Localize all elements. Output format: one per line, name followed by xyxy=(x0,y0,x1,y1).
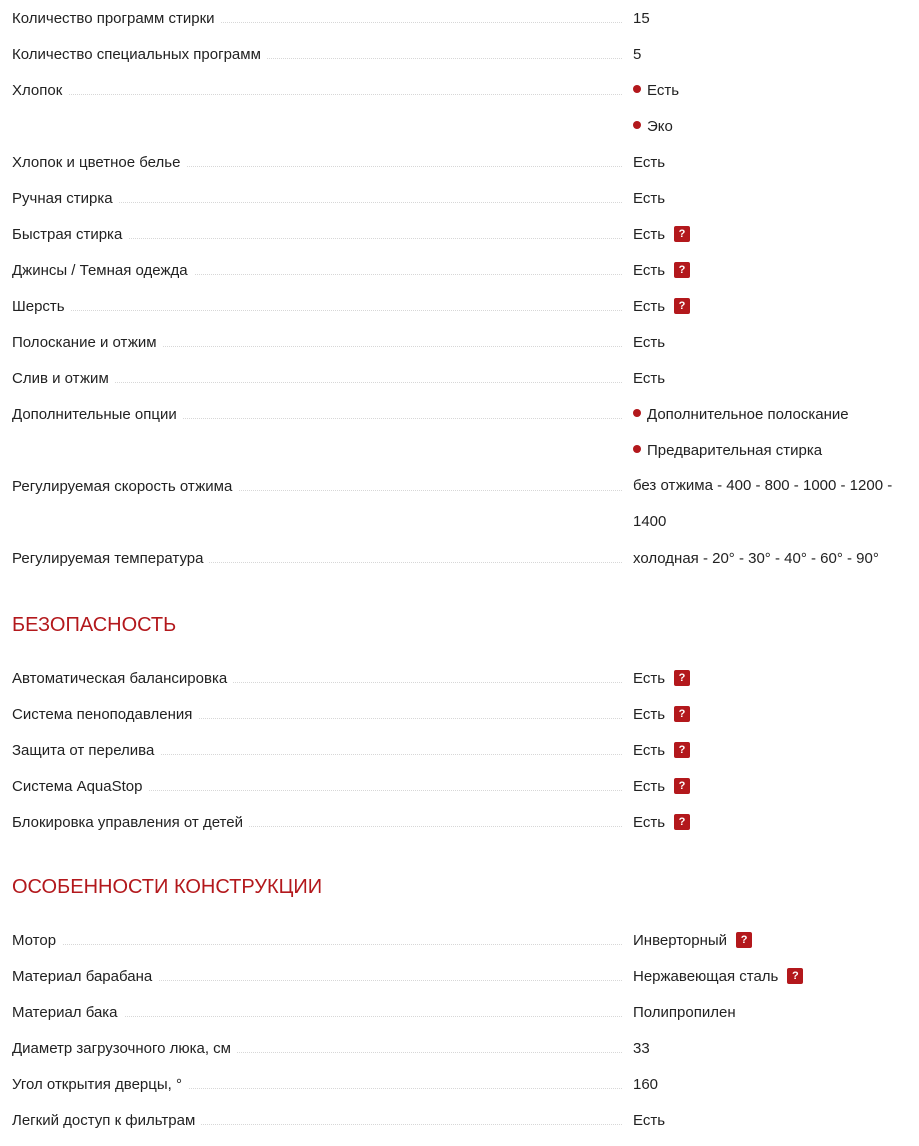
spec-value xyxy=(633,432,822,468)
spec-row xyxy=(0,732,919,768)
construction-spec-group xyxy=(0,922,919,1138)
spec-label-text: Количество специальных программ xyxy=(12,46,267,63)
spec-value-text: Есть xyxy=(633,669,666,687)
spec-label xyxy=(12,540,622,576)
spec-value-text: холодная - 20° - 30° - 40° - 60° - 90° xyxy=(633,549,879,567)
spec-value-text: Есть xyxy=(633,261,666,279)
spec-value-text: Есть xyxy=(633,1111,666,1129)
spec-value-text: Есть xyxy=(633,153,666,171)
spec-label xyxy=(12,804,622,840)
question-icon[interactable]: ? xyxy=(674,742,690,758)
question-icon[interactable]: ? xyxy=(674,670,690,686)
spec-row xyxy=(0,468,919,540)
spec-row xyxy=(0,958,919,994)
question-icon[interactable]: ? xyxy=(674,262,690,278)
spec-label xyxy=(12,252,622,288)
spec-value-text: 5 xyxy=(633,45,642,63)
spec-value xyxy=(633,216,690,252)
spec-value-text: Дополнительное полоскание xyxy=(647,405,849,423)
spec-value: без отжима - 400 - 800 - 1000 - 1200 - 1400 xyxy=(633,477,893,530)
spec-row xyxy=(0,216,919,252)
spec-value xyxy=(633,36,641,72)
spec-value xyxy=(633,0,650,36)
spec-value-text: Нержавеющая сталь xyxy=(633,967,779,985)
question-icon[interactable]: ? xyxy=(674,226,690,242)
spec-row xyxy=(0,768,919,804)
spec-label xyxy=(12,732,622,768)
spec-row xyxy=(0,72,919,144)
spec-value-text: Эко xyxy=(647,117,673,135)
spec-row xyxy=(0,540,919,576)
spec-label-text: Джинсы / Темная одежда xyxy=(12,262,194,279)
spec-value xyxy=(633,1066,658,1102)
spec-row xyxy=(0,0,919,36)
spec-row xyxy=(0,396,919,468)
spec-row xyxy=(0,696,919,732)
spec-value xyxy=(633,696,690,732)
question-icon[interactable]: ? xyxy=(787,968,803,984)
spec-row xyxy=(0,36,919,72)
spec-label-text: Количество программ стирки xyxy=(12,10,221,27)
spec-label-text: Автоматическая балансировка xyxy=(12,670,233,687)
spec-value xyxy=(633,252,690,288)
spec-row xyxy=(0,288,919,324)
spec-label-text: Система AquaStop xyxy=(12,778,148,795)
spec-value xyxy=(633,360,665,396)
spec-value-text: Есть xyxy=(633,705,666,723)
spec-value-text: Есть xyxy=(633,813,666,831)
spec-label xyxy=(12,660,622,696)
bullet-icon xyxy=(633,409,641,417)
spec-value xyxy=(633,958,803,994)
spec-value-text: Есть xyxy=(633,189,666,207)
spec-value-text: Есть xyxy=(633,369,666,387)
spec-value-text: 160 xyxy=(633,1075,659,1093)
spec-row xyxy=(0,1102,919,1138)
spec-label-text: Полоскание и отжим xyxy=(12,334,163,351)
spec-label-text: Мотор xyxy=(12,932,62,949)
spec-value xyxy=(633,288,690,324)
spec-value xyxy=(633,1030,650,1066)
question-icon[interactable]: ? xyxy=(674,778,690,794)
spec-value xyxy=(633,804,690,840)
spec-label-text: Слив и отжим xyxy=(12,370,115,387)
spec-label-text: Диаметр загрузочного люка, см xyxy=(12,1040,237,1057)
spec-value xyxy=(633,922,752,958)
spec-value-text: Есть xyxy=(633,777,666,795)
spec-value xyxy=(633,994,736,1030)
spec-value xyxy=(633,732,690,768)
spec-value-text: Есть xyxy=(633,741,666,759)
spec-row xyxy=(0,922,919,958)
spec-value-text: 15 xyxy=(633,9,650,27)
question-icon[interactable]: ? xyxy=(674,298,690,314)
spec-label-text: Ручная стирка xyxy=(12,190,119,207)
spec-value-text: Есть xyxy=(633,297,666,315)
spec-label xyxy=(12,958,622,994)
spec-label-text: Регулируемая скорость отжима xyxy=(12,478,238,495)
spec-label xyxy=(12,180,622,216)
spec-label xyxy=(12,696,622,732)
spec-row xyxy=(0,804,919,840)
spec-label-text: Блокировка управления от детей xyxy=(12,814,249,831)
question-icon[interactable]: ? xyxy=(674,706,690,722)
spec-value xyxy=(633,180,665,216)
spec-value-text: Есть xyxy=(633,333,666,351)
spec-label xyxy=(12,922,622,958)
spec-value-text: Полипропилен xyxy=(633,1003,736,1021)
spec-row xyxy=(0,360,919,396)
spec-value xyxy=(633,1102,665,1138)
spec-row xyxy=(0,252,919,288)
spec-label xyxy=(12,324,622,360)
spec-label-text: Быстрая стирка xyxy=(12,226,128,243)
spec-label-text: Легкий доступ к фильтрам xyxy=(12,1112,201,1129)
spec-value xyxy=(633,396,849,432)
spec-row xyxy=(0,324,919,360)
spec-label xyxy=(12,468,622,504)
spec-label-text: Регулируемая температура xyxy=(12,550,209,567)
spec-value xyxy=(633,768,690,804)
spec-value-text: Предварительная стирка xyxy=(647,441,823,459)
spec-value xyxy=(633,108,673,144)
spec-label xyxy=(12,360,622,396)
spec-label xyxy=(12,994,622,1030)
spec-label-text: Дополнительные опции xyxy=(12,406,183,423)
spec-label-text: Материал бака xyxy=(12,1004,124,1021)
question-icon[interactable]: ? xyxy=(674,814,690,830)
spec-label xyxy=(12,1066,622,1102)
spec-value-text: Инверторный xyxy=(633,931,728,949)
spec-label xyxy=(12,768,622,804)
spec-value xyxy=(633,324,665,360)
spec-row xyxy=(0,994,919,1030)
spec-row xyxy=(0,660,919,696)
spec-label xyxy=(12,216,622,252)
spec-value xyxy=(633,72,679,108)
bullet-icon xyxy=(633,445,641,453)
spec-label-text: Система пеноподавления xyxy=(12,706,198,723)
spec-value xyxy=(633,660,690,696)
spec-label xyxy=(12,0,622,36)
spec-label xyxy=(12,1030,622,1066)
bullet-icon xyxy=(633,121,641,129)
spec-label-text: Шерсть xyxy=(12,298,71,315)
spec-row xyxy=(0,180,919,216)
safety-section-title: БЕЗОПАСНОСТЬ xyxy=(12,614,177,636)
spec-value-text: Есть xyxy=(647,81,680,99)
spec-label-text: Защита от перелива xyxy=(12,742,160,759)
spec-label-text: Хлопок и цветное белье xyxy=(12,154,186,171)
spec-value xyxy=(633,540,879,576)
spec-label xyxy=(12,396,622,432)
spec-label xyxy=(12,72,622,108)
spec-label-text: Материал барабана xyxy=(12,968,158,985)
spec-value xyxy=(633,144,665,180)
spec-label xyxy=(12,288,622,324)
spec-label xyxy=(12,1102,622,1138)
bullet-icon xyxy=(633,85,641,93)
spec-row xyxy=(0,144,919,180)
question-icon[interactable]: ? xyxy=(736,932,752,948)
spec-value-text: Есть xyxy=(633,225,666,243)
spec-label xyxy=(12,36,622,72)
safety-spec-group xyxy=(0,660,919,840)
spec-label xyxy=(12,144,622,180)
spec-row xyxy=(0,1030,919,1066)
spec-label-text: Угол открытия дверцы, ° xyxy=(12,1076,188,1093)
construction-section-title: ОСОБЕННОСТИ КОНСТРУКЦИИ xyxy=(12,876,323,898)
spec-label-text: Хлопок xyxy=(12,82,68,99)
spec-value-text: 33 xyxy=(633,1039,650,1057)
spec-row xyxy=(0,1066,919,1102)
